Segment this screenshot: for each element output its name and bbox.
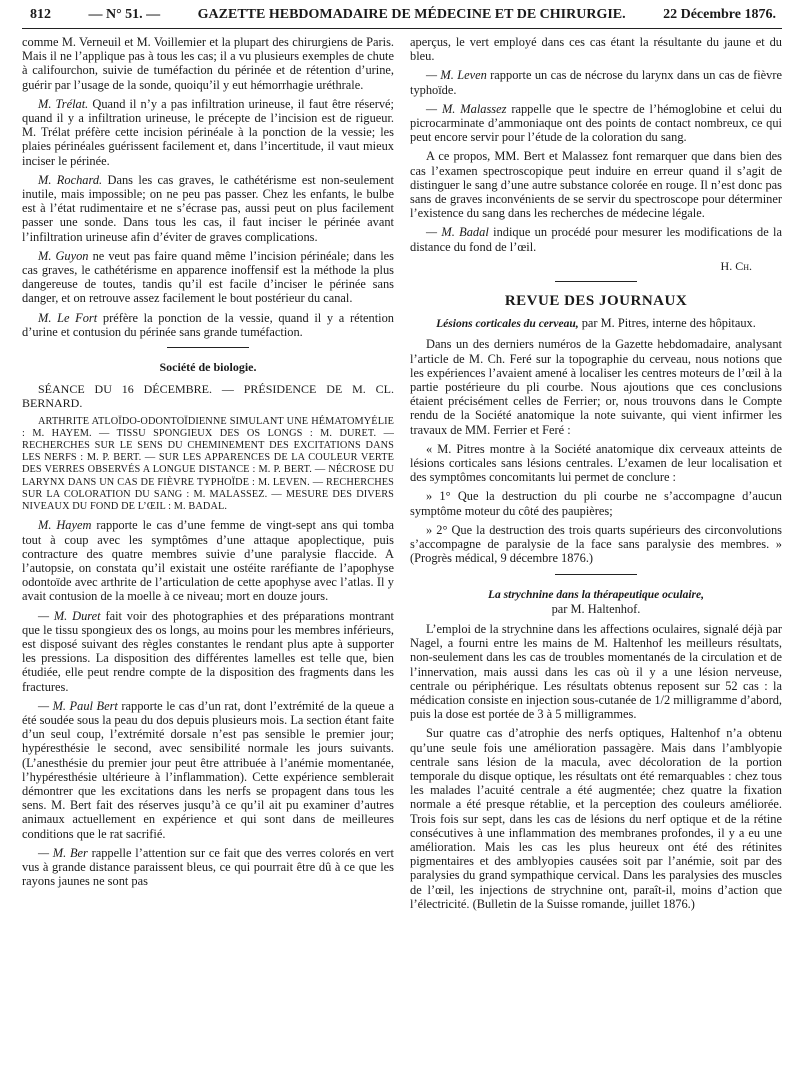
- speaker-name: M. Le Fort: [38, 310, 98, 325]
- speaker-name: M. Rochard.: [38, 172, 103, 187]
- paragraph: [410, 102, 782, 145]
- speaker-name: — M. Paul Bert: [38, 698, 118, 713]
- article-heading: Lésions corticales du cerveau,: [436, 318, 579, 331]
- journal-title: GAZETTE HEBDOMADAIRE DE MÉDECINE ET DE CHIRURGIE.: [197, 7, 626, 22]
- paragraph: [22, 249, 394, 306]
- article-heading: La strychnine dans la thérapeutique oculaire,: [488, 588, 704, 601]
- signature: H. Ch.: [720, 258, 752, 273]
- paragraph-text: ne veut pas faire quand même l’incision périnéale; dans les cas graves, le cathétérisme en apparence inoffensif est la méthode la plus dangereuse de toutes, tandis qu’il est facile d’inciser le périnée sans danger, et on retrouve assez facilement le bout postérieur du canal.: [22, 248, 394, 306]
- paragraph: [22, 846, 394, 889]
- section-divider: [555, 281, 637, 282]
- paragraph: Sur quatre cas d’atrophie des nerfs optiques, Haltenhof n’a obtenu qu’une seule fois une amélioration passagère. Mais dans l’amblyopie centrale sans lésion de la macula, avec décoloration de la portion temporale du disque optique, les résultats ont été remarquables : chez tous les malades l’acuité centrale a été augmentée; chez quatre la fixation normale a été presque rétablie, et la perception des couleurs améliorée. Trois fois sur sept, dans les cas de lésions du nerf optique et de la rétine consécutives à une inflammation des membranes profondes, il y a eu une amélioration. Mais les cas les plus heureux ont été des rétinites pigmentaires et des amblyopies causées soit par l’anémie, soit par des paralysies du grand sympathique cervical. Dans les paralysies des muscles de l’œil, les injections de strychnine ont, paraît-il, moins d’action que l’électricité. (Bulletin de la Suisse romande, juillet 1876.): [410, 726, 782, 911]
- paragraph: [22, 699, 394, 841]
- speaker-name: — M. Malassez: [426, 101, 507, 116]
- paragraph: Dans un des derniers numéros de la Gazette hebdomadaire, analysant l’article de M. Ch. Feré sur la topographie du cerveau, nous notions que les expériences l’avaient amené à localiser les centres moteurs de l’œil à la partie postérieure du pli courbe. Nous ajoutions que ces conclusions étaient précisément celles de Ferrier; or, nous trouvons dans le Compte rendu de la Société anatomique la note suivante, qui vient infirmer les travaux de MM. Ferrier et Feré :: [410, 337, 782, 437]
- paragraph: aperçus, le vert employé dans ces cas étant la résultante du jaune et du bleu.: [410, 35, 782, 64]
- paragraph-text: rapporte le cas d’un rat, dont l’extrémité de la queue a été soudée sous la peau du dos depuis plusieurs mois. La section étant faite d’un seul coup, l’extrémité dorsale n’est pas sensible le premier jour; hypéresthésie le second, avec sensibilité normale les jours suivants. (L’anesthésie du premier jour peut être attribuée à l’anémie momentanée, l’hypéresthésie ultérieure à l’inflammation). Cette expérience semblerait démontrer que les excitations dans les nerfs se propagent dans tous les sens. M. Bert fait des réserves jusqu’à ce qu’il ait pu examiner d’autres animaux actuellement en expérience et qui sont dans de meilleures conditions que le rat sacrifié.: [22, 698, 394, 841]
- article-byline: par M. Pitres, interne des hôpitaux.: [578, 316, 756, 331]
- left-column: [22, 35, 394, 916]
- paragraph: [22, 173, 394, 244]
- section-divider: [555, 574, 637, 575]
- section-title: Société de biologie.: [159, 360, 257, 375]
- paragraph-text: rappelle que le spectre de l’hémoglobine et celui du picrocarminate d’ammoniaque ont des points de contact nombreux, ce qui peut encore servir pour l’étude de la coloration du sang.: [410, 101, 782, 145]
- session-summary: ARTHRITE ATLOÏDO-ODONTOÏDIENNE SIMULANT UNE HÉMATOMYÉLIE : M. HAYEM. — TISSU SPONGIEUX DES OS LONGS : M. DURET. — RECHERCHES SUR LE SENS DU CHEMINEMENT DES EXCITATIONS DANS LES NERFS : M. P. BERT. — SUR LES APPARENCES DE LA COULEUR VERTE DES VERRES OBSERVÉS A LONGUE DISTANCE : M. P. BERT. — NÉCROSE DU LARYNX DANS UN CAS DE FIÈVRE TYPHOÏDE : M. LEVEN. — RECHERCHES SUR LA COLORATION DU SANG : M. MALASSEZ. — MESURE DES DIVERS NIVEAUX DU FOND DE L’ŒIL : M. BADAL.: [22, 415, 394, 513]
- paragraph: [22, 311, 394, 339]
- page-header: [22, 2, 782, 28]
- speaker-name: — M. Leven: [426, 68, 487, 83]
- paragraph: [22, 609, 394, 694]
- paragraph-text: préfère la ponction de la vessie, quand il y a rétention d’urine et contusion du périnée sans grande tuméfaction.: [22, 310, 394, 339]
- newspaper-page: [22, 2, 782, 1082]
- paragraph: « M. Pitres montre à la Société anatomique dix cerveaux atteints de lésions corticales sans lésions centrales. L’examen de leur localisation et des symptômes concomitants lui permet de conclure :: [410, 441, 782, 485]
- paragraph-text: Dans les cas graves, le cathétérisme est non-seulement inutile, mais impossible; on ne peu pas passer. Chez les enfants, le bulbe est à l’état rudimentaire et ne s’écrase pas, aussi peut on plus facilement passer une sonde. Dans tous les cas, il faut inciser le périnée avant l’infiltration urineuse afin d’éviter de graves complications.: [22, 172, 394, 244]
- section-divider: [167, 347, 249, 348]
- paragraph: A ce propos, MM. Bert et Malassez font remarquer que dans bien des cas l’examen spectroscopique peut induire en erreur quand il s’agit de distinguer le sang d’une autre substance colorée en rouge. Il n’est donc pas sans de graves inconvénients de se servir du spectroscope pour déterminer l’existence du sang dans les recherches de médecine légale.: [410, 149, 782, 221]
- speaker-name: — M. Badal: [426, 225, 489, 240]
- paragraph: L’emploi de la strychnine dans les affections oculaires, signalé déjà par Nagel, a fourni entre les mains de M. Haltenhof les meilleurs résultats, non-seulement dans les cas de troubles momentanés de la circulation et de l’innervation, mais aussi dans les cas où il y a une lésion nerveuse, centrale ou périphérique. Les résultats obtenus reposent sur 52 cas : la médication consiste en injection sous-cutanée de 1/2 milligramme d’abord, puis la dose est portée de 3 à 5 milligrammes.: [410, 621, 782, 722]
- speaker-name: M. Hayem: [38, 518, 92, 533]
- header-rule: [22, 28, 782, 29]
- article-title: [410, 316, 782, 331]
- paragraph: [22, 518, 394, 603]
- paragraph: [410, 225, 782, 253]
- seance-line: SÉANCE DU 16 DÉCEMBRE. — PRÉSIDENCE DE M. CL. BERNARD.: [22, 382, 394, 411]
- paragraph-text: fait voir des photographies et des préparations montrant que le tissu spongieux des os longs, au moins pour les membres inférieurs, est disposé suivant des règles constantes le rendant plus apte à supporter les pressions. La disposition des différentes lamelles est telle que, bien étudiée, elle peut rendre compte de la disposition des fragments dans les fractures.: [22, 608, 394, 694]
- paragraph-text: rapporte le cas d’une femme de vingt-sept ans qui tomba tout à coup avec les symptômes d’une attaque apoplectique, puis contracture des quatre membres suivie d’une paralysie flaccide. A l’autopsie, on constata qu’il existait une ostéite raréfiante de l’apophyse odontoïde avec arthrite de l’articulation de cette apophyse avec l’atlas. Il y avait contusion de la moelle à ce niveau; mort en douze jours.: [22, 518, 394, 604]
- paragraph: [410, 68, 782, 96]
- issue-date: 22 Décembre 1876.: [663, 7, 776, 22]
- speaker-name: — M. Ber: [38, 845, 88, 860]
- paragraph: » 2° Que la destruction des trois quarts supérieurs des circonvolutions s’accompagne de paralysie de la face sans paralysie des membres. » (Progrès médical, 9 décembre 1876.): [410, 522, 782, 566]
- speaker-name: M. Guyon: [38, 248, 89, 263]
- paragraph: [22, 97, 394, 168]
- section-title: REVUE DES JOURNAUX: [504, 293, 688, 310]
- issue-number: — N° 51. —: [88, 7, 161, 22]
- speaker-name: — M. Duret: [38, 608, 101, 623]
- paragraph: » 1° Que la destruction du pli courbe ne s’accompagne d’aucun symptôme moteur du côté des paupières;: [410, 489, 782, 518]
- page-number: 812: [30, 7, 51, 22]
- paragraph-text: indique un procédé pour mesurer les modifications de la distance du fond de l’œil.: [410, 225, 782, 254]
- speaker-name: M. Trélat.: [38, 96, 89, 111]
- article-title: [410, 587, 782, 616]
- paragraph: comme M. Verneuil et M. Voillemier et la plupart des chirurgiens de Paris. Mais il ne l’applique pas à tous les cas; il a vu plusieurs exemples de chute à califourchon, suivie de tuméfaction du périnée et de rétention d’urine, guérir par l’usage de la sonde, quoiqu’il y eut hémorrhagie uréthrale.: [22, 35, 394, 92]
- right-column: [410, 35, 782, 916]
- paragraph-text: rapporte un cas de nécrose du larynx dans un cas de fièvre typhoïde.: [410, 68, 783, 97]
- paragraph-text: rappelle l’attention sur ce fait que des verres colorés en vert vus à grande distance paraissent bleus, ce qui pourrait être dû à ce que les rayons jaunes ne sont pas: [22, 845, 395, 889]
- article-byline: par M. Haltenhof.: [551, 601, 641, 616]
- paragraph-text: Quand il n’y a pas infiltration urineuse, il faut être réservé; quand il y a infiltration urineuse, le précepte de l’incision est de rigueur. M. Trélat préfère cette incision périnéale à la ponction de la vessie; les plaies périnéales guérissent facilement et, dans l’incertitude, il vaut mieux inciser le périnée.: [22, 96, 394, 168]
